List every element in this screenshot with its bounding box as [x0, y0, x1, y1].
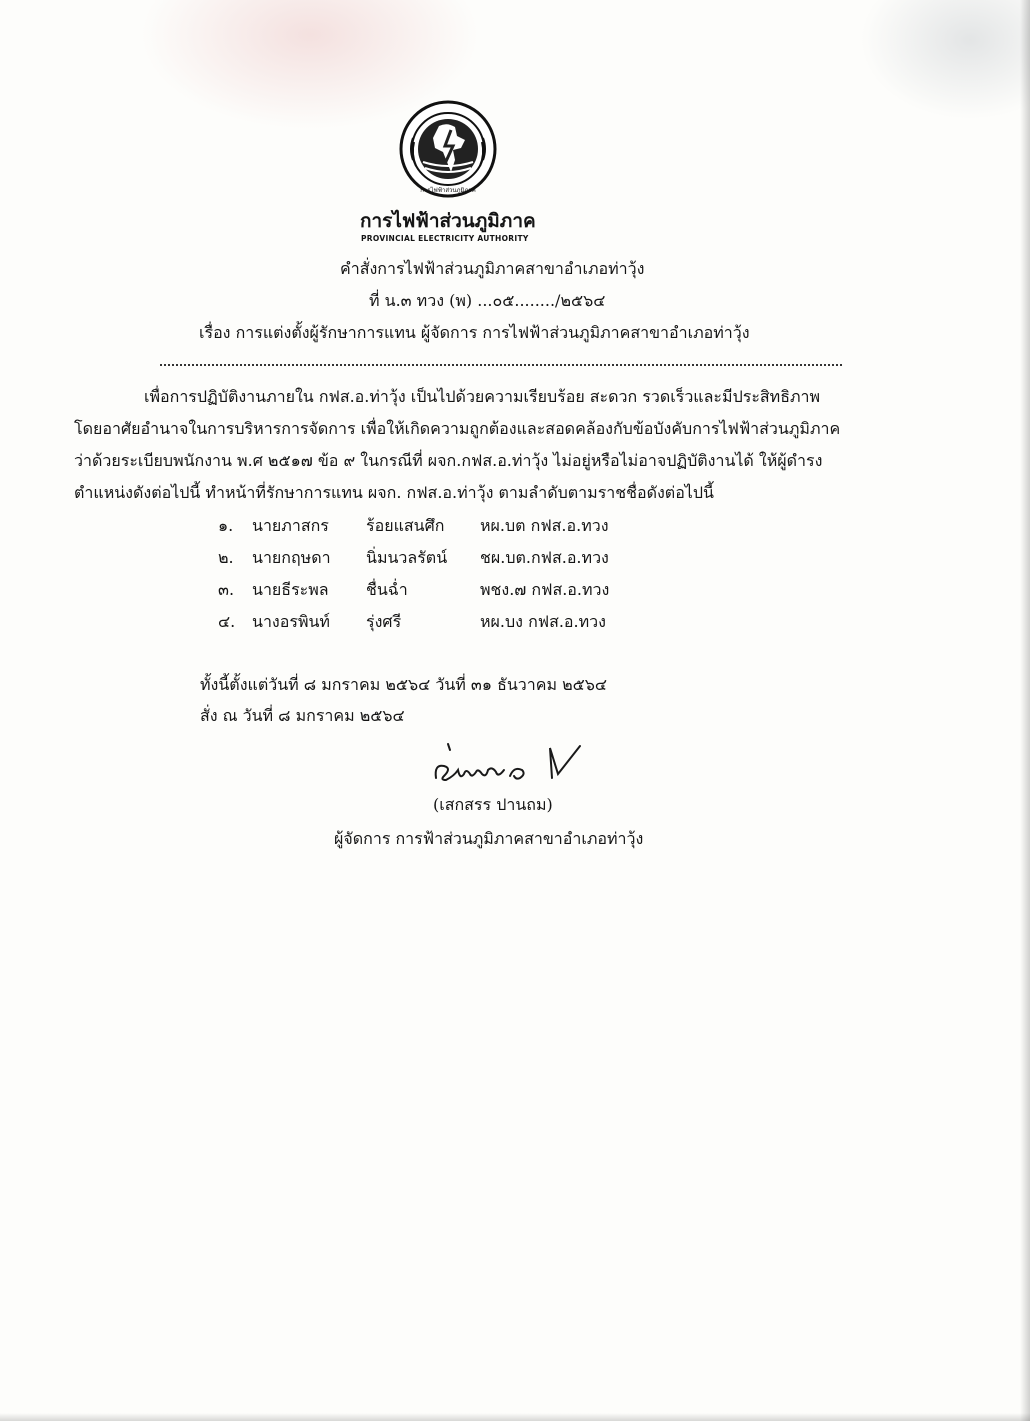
nominee-last-name: ร้อยแสนศึก [366, 516, 445, 535]
nominee-last-name: นิ่มนวลรัตน์ [366, 548, 448, 567]
nominee-last-name: ชื่นฉ่ำ [366, 580, 408, 599]
signatory-title: ผู้จัดการ การฟ้าส่วนภูมิภาคสาขาอำเภอท่าวุ้ง [334, 829, 644, 848]
effective-period: ทั้งนี้ตั้งแต่วันที่ ๘ มกราคม ๒๕๖๔ วันที่ ๓๑ ธันวาคม ๒๕๖๔ [200, 675, 608, 694]
nominee-first-name: นางอรพินท์ [252, 612, 330, 631]
org-name-english: PROVINCIAL ELECTRICITY AUTHORITY [361, 234, 529, 243]
nominee-position: หผ.บง กฟส.อ.ทวง [480, 612, 606, 631]
nominee-number: ๒. [218, 548, 234, 567]
scan-edge-shadow [0, 1413, 1030, 1421]
nominee-last-name: รุ่งศรี [366, 612, 402, 631]
nominee-first-name: นายธีระพล [252, 580, 329, 599]
nominee-number: ๔. [218, 612, 236, 631]
signatory-name: (เสกสรร ปานถม) [433, 795, 553, 814]
nominee-number: ๓. [218, 580, 235, 599]
dotted-separator [160, 364, 842, 366]
order-subject: เรื่อง การแต่งตั้งผู้รักษาการแทน ผู้จัดการ การไฟฟ้าส่วนภูมิภาคสาขาอำเภอท่าวุ้ง [199, 323, 750, 342]
scan-smudge [860, 0, 1030, 120]
nominee-number: ๑. [218, 516, 234, 535]
order-title: คำสั่งการไฟฟ้าส่วนภูมิภาคสาขาอำเภอท่าวุ้ง [340, 259, 645, 278]
order-date: สั่ง ณ วันที่ ๘ มกราคม ๒๕๖๔ [200, 706, 405, 725]
pea-logo-icon [399, 100, 497, 198]
body-line: ตำแหน่งดังต่อไปนี้ ทำหน้าที่รักษาการแทน ผจก. กฟส.อ.ท่าวุ้ง ตามลำดับตามราชชื่อดังต่อไปนี้ [74, 483, 714, 502]
handwritten-signature [430, 740, 600, 800]
logo-caption: การไฟฟ้าส่วนภูมิภาค [420, 187, 476, 194]
body-line: ว่าด้วยระเบียบพนักงาน พ.ศ ๒๕๑๗ ข้อ ๙ ในกรณีที่ ผจก.กฟส.อ.ท่าวุ้ง ไม่อยู่หรือไม่อาจปฏิบัติงานได้ ให้ผู้ดำรง [74, 451, 823, 470]
nominee-position: พชง.๗ กฟส.อ.ทวง [480, 580, 610, 599]
nominee-position: ชผ.บต.กฟส.อ.ทวง [480, 548, 609, 567]
body-line: โดยอาศัยอำนาจในการบริหารการจัดการ เพื่อให้เกิดความถูกต้องและสอดคล้องกับข้อบังคับการไฟฟ้าส่วนภูมิภาค [74, 419, 841, 438]
order-number: ที่ น.๓ ทวง (พ) ...๐๕......../๒๕๖๔ [369, 291, 606, 310]
nominee-position: หผ.บต กฟส.อ.ทวง [480, 516, 609, 535]
org-name-thai: การไฟฟ้าส่วนภูมิภาค [360, 210, 536, 232]
body-line: เพื่อการปฏิบัติงานภายใน กฟส.อ.ท่าวุ้ง เป็นไปด้วยความเรียบร้อย สะดวก รวดเร็วและมีประสิทธิภาพ [144, 387, 821, 406]
nominee-first-name: นายภาสกร [252, 516, 329, 535]
nominee-first-name: นายกฤษดา [252, 548, 331, 567]
scan-edge-shadow [1020, 0, 1030, 1421]
